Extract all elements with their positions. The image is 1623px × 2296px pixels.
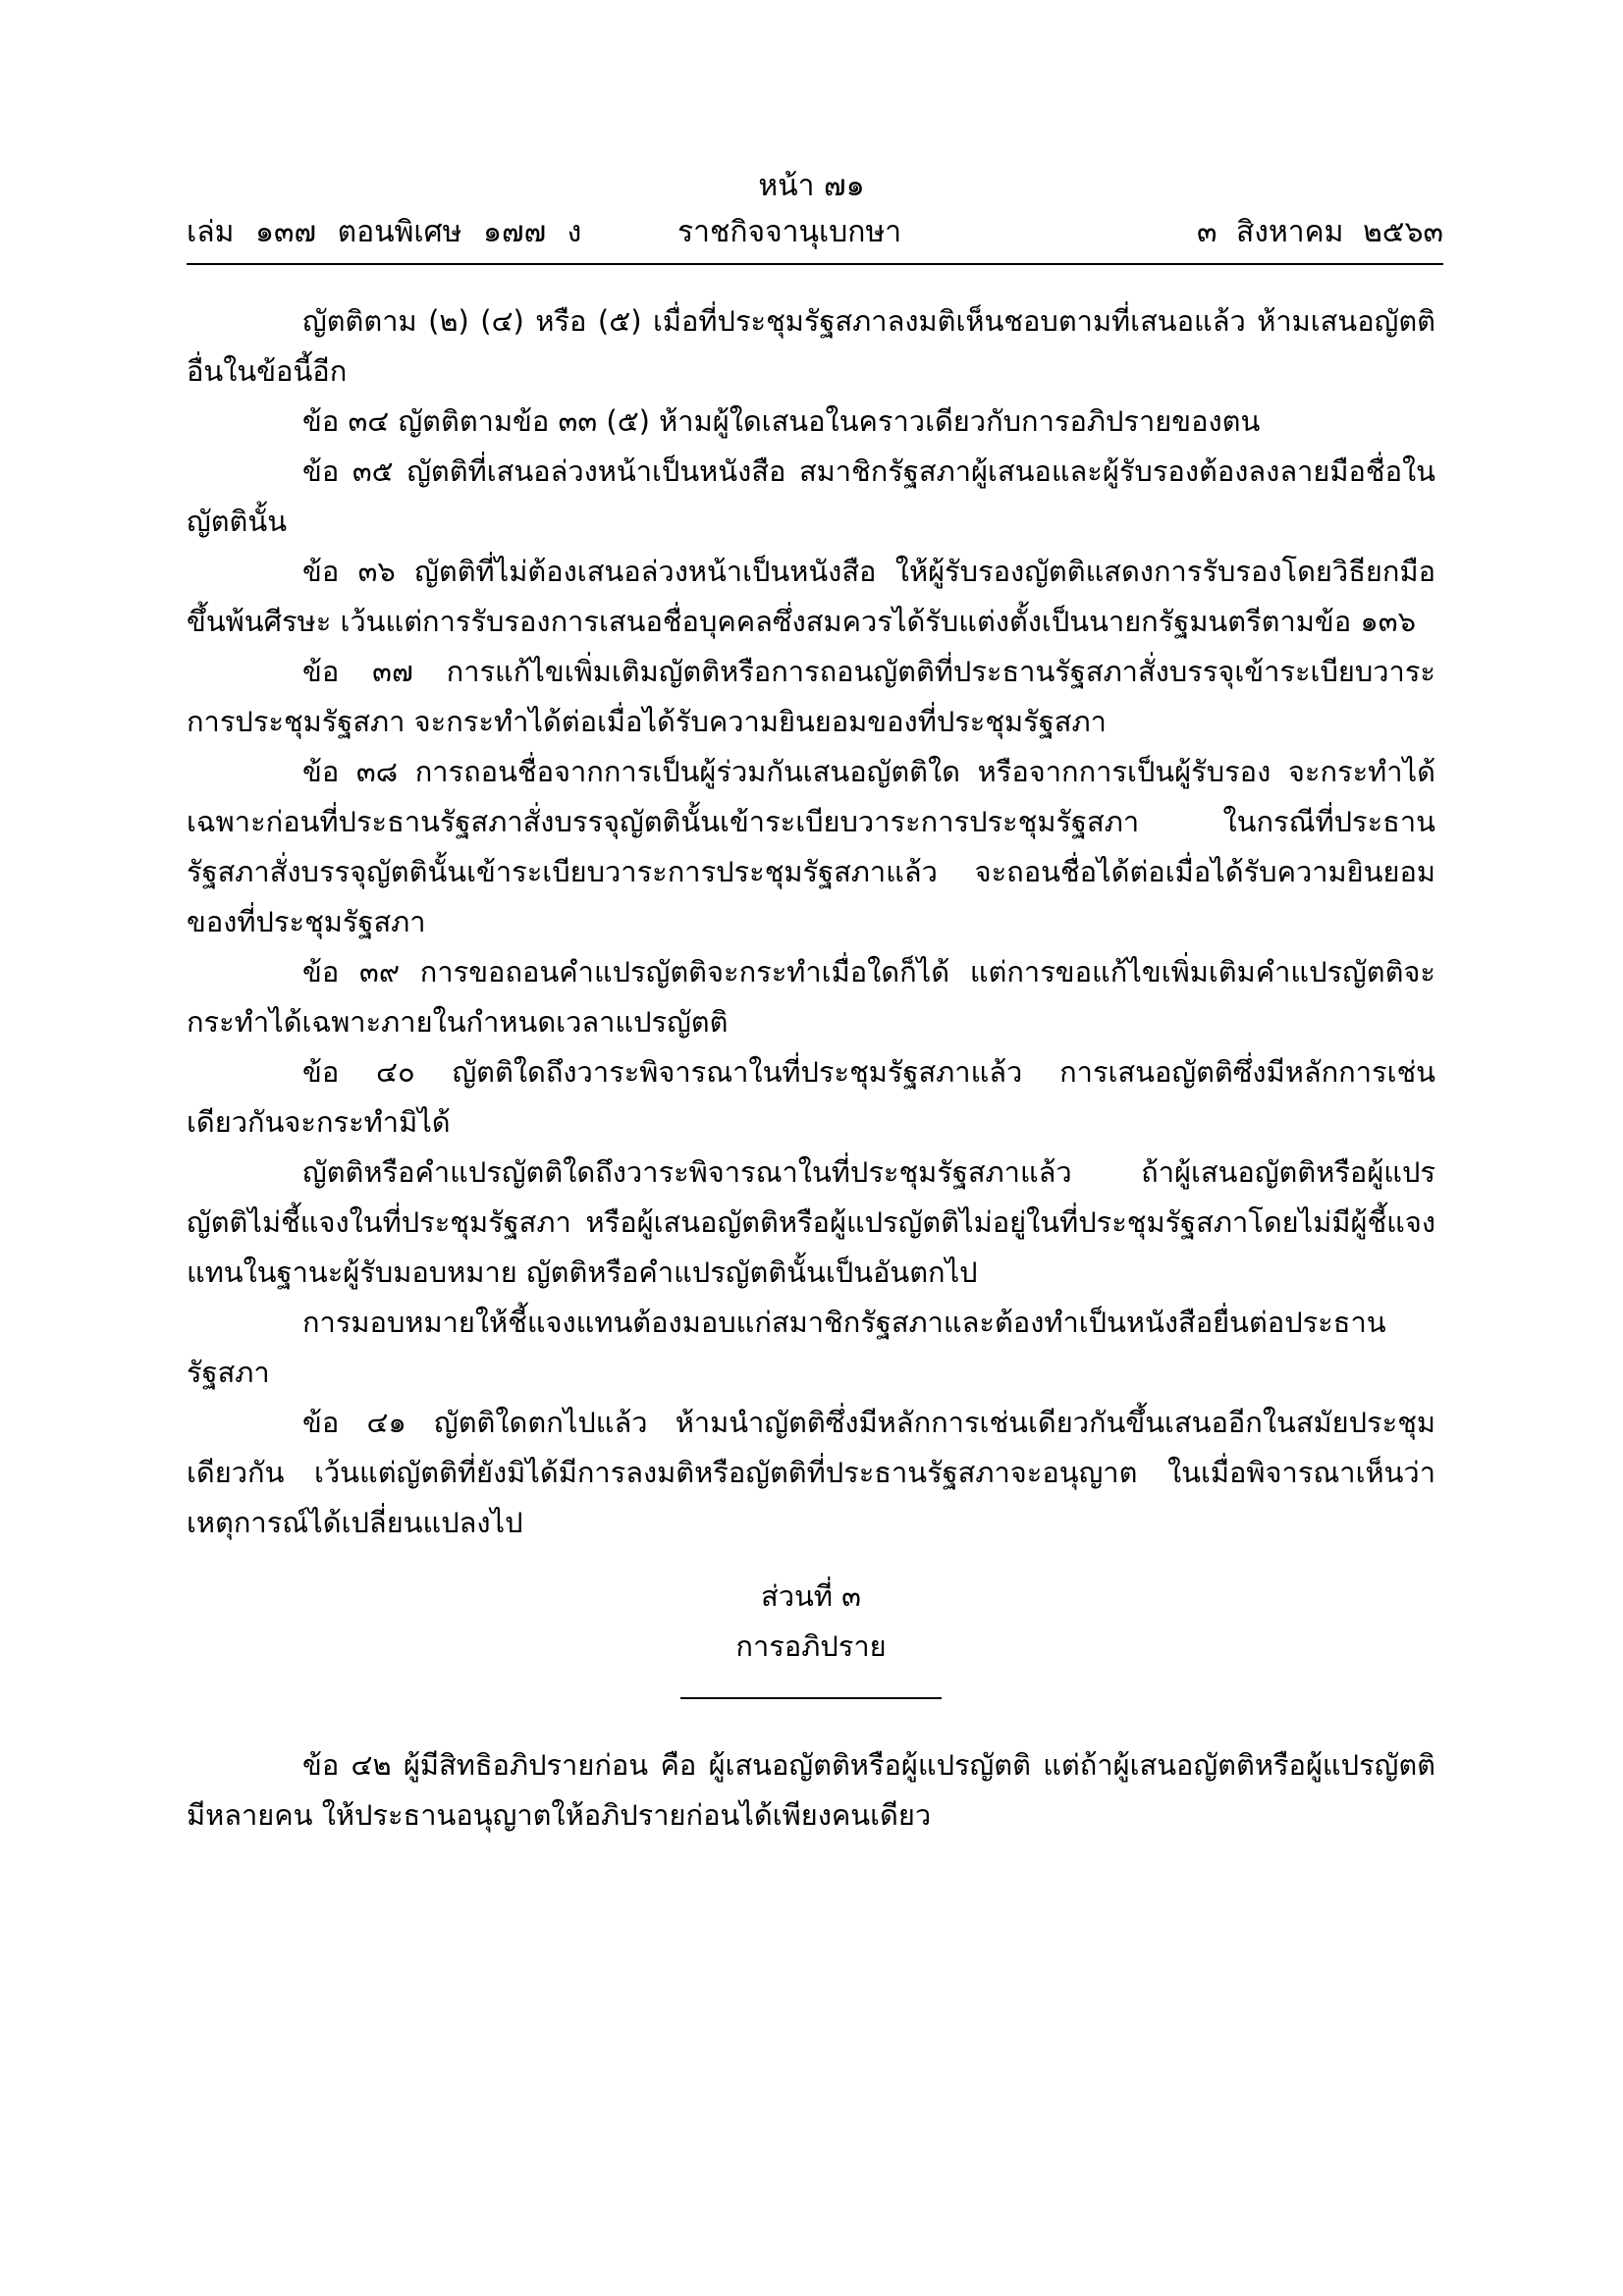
paragraph: ข้อ ๓๖ ญัตติที่ไม่ต้องเสนอล่วงหน้าเป็นหนังสือ ให้ผู้รับรองญัตติแสดงการรับรองโดยวิธียกมือขึ้นพ้นศีรษะ เว้นแต่การรับรองการเสนอชื่อบุคคลซึ่งสมควรได้รับแต่งตั้งเป็นนายกรัฐมนตรีตามข้อ ๑๓๖ <box>187 555 1435 638</box>
section-title: การอภิปราย <box>735 1629 887 1663</box>
gazette-title: ราชกิจจานุเบกษา <box>677 215 902 249</box>
page-number: หน้า ๗๑ <box>758 169 865 203</box>
gazette-header <box>187 212 1443 253</box>
section-number: ส่วนที่ ๓ <box>761 1579 861 1613</box>
section-divider <box>680 1697 942 1699</box>
publication-date: ๓ สิงหาคม ๒๕๖๓ <box>1196 215 1443 249</box>
paragraph: ข้อ ๓๕ ญัตติที่เสนอล่วงหน้าเป็นหนังสือ สมาชิกรัฐสภาผู้เสนอและผู้รับรองต้องลงลายมือชื่อในญัตตินั้น <box>187 454 1435 538</box>
paragraph: ญัตติตาม (๒) (๔) หรือ (๕) เมื่อที่ประชุมรัฐสภาลงมติเห็นชอบตามที่เสนอแล้ว ห้ามเสนอญัตติอื่นในข้อนี้อีก <box>187 304 1435 388</box>
paragraph: ข้อ ๔๒ ผู้มีสิทธิอภิปรายก่อน คือ ผู้เสนอญัตติหรือผู้แปรญัตติ แต่ถ้าผู้เสนอญัตติหรือผู้แปรญัตติมีหลายคน ให้ประธานอนุญาตให้อภิปรายก่อนได้เพียงคนเดียว <box>187 1748 1435 1832</box>
body-text <box>187 296 1435 1841</box>
header-divider <box>187 263 1443 265</box>
paragraph: การมอบหมายให้ชี้แจงแทนต้องมอบแก่สมาชิกรัฐสภาและต้องทำเป็นหนังสือยื่นต่อประธานรัฐสภา <box>187 1306 1386 1389</box>
paragraph: ข้อ ๓๔ ญัตติตามข้อ ๓๓ (๕) ห้ามผู้ใดเสนอในคราวเดียวกับการอภิปรายของตน <box>302 404 1261 438</box>
paragraph: ข้อ ๓๘ การถอนชื่อจากการเป็นผู้ร่วมกันเสนอญัตติใด หรือจากการเป็นผู้รับรอง จะกระทำได้เฉพาะก่อนที่ประธานรัฐสภาสั่งบรรจุญัตตินั้นเข้าระเบียบวาระการประชุมรัฐสภา ในกรณีที่ประธานรัฐสภาสั่งบรรจุญัตตินั้นเข้าระเบียบวาระการประชุมรัฐสภาแล้ว จะถอนชื่อได้ต่อเมื่อได้รับความยินยอมของที่ประชุมรัฐสภา <box>187 755 1435 938</box>
paragraph: ข้อ ๓๗ การแก้ไขเพิ่มเติมญัตติหรือการถอนญัตติที่ประธานรัฐสภาสั่งบรรจุเข้าระเบียบวาระการประชุมรัฐสภา จะกระทำได้ต่อเมื่อได้รับความยินยอมของที่ประชุมรัฐสภา <box>187 655 1435 738</box>
paragraph: ข้อ ๔๐ ญัตติใดถึงวาระพิจารณาในที่ประชุมรัฐสภาแล้ว การเสนอญัตติซึ่งมีหลักการเช่นเดียวกันจะกระทำมิได้ <box>187 1055 1435 1139</box>
volume-issue: เล่ม ๑๓๗ ตอนพิเศษ ๑๗๗ ง <box>187 215 582 249</box>
section-heading <box>187 1572 1435 1672</box>
paragraph: ญัตติหรือคำแปรญัตติใดถึงวาระพิจารณาในที่ประชุมรัฐสภาแล้ว ถ้าผู้เสนอญัตติหรือผู้แปรญัตติไม่ชี้แจงในที่ประชุมรัฐสภา หรือผู้เสนอญัตติหรือผู้แปรญัตติไม่อยู่ในที่ประชุมรัฐสภาโดยไม่มีผู้ชี้แจงแทนในฐานะผู้รับมอบหมาย ญัตติหรือคำแปรญัตตินั้นเป็นอันตกไป <box>187 1155 1435 1289</box>
paragraph: ข้อ ๔๑ ญัตติใดตกไปแล้ว ห้ามนำญัตติซึ่งมีหลักการเช่นเดียวกันขึ้นเสนออีกในสมัยประชุมเดียวกัน เว้นแต่ญัตติที่ยังมิได้มีการลงมติหรือญัตติที่ประธานรัฐสภาจะอนุญาต ในเมื่อพิจารณาเห็นว่าเหตุการณ์ได้เปลี่ยนแปลงไป <box>187 1406 1435 1539</box>
paragraph: ข้อ ๓๙ การขอถอนคำแปรญัตติจะกระทำเมื่อใดก็ได้ แต่การขอแก้ไขเพิ่มเติมคำแปรญัตติจะกระทำได้เฉพาะภายในกำหนดเวลาแปรญัตติ <box>187 955 1435 1039</box>
